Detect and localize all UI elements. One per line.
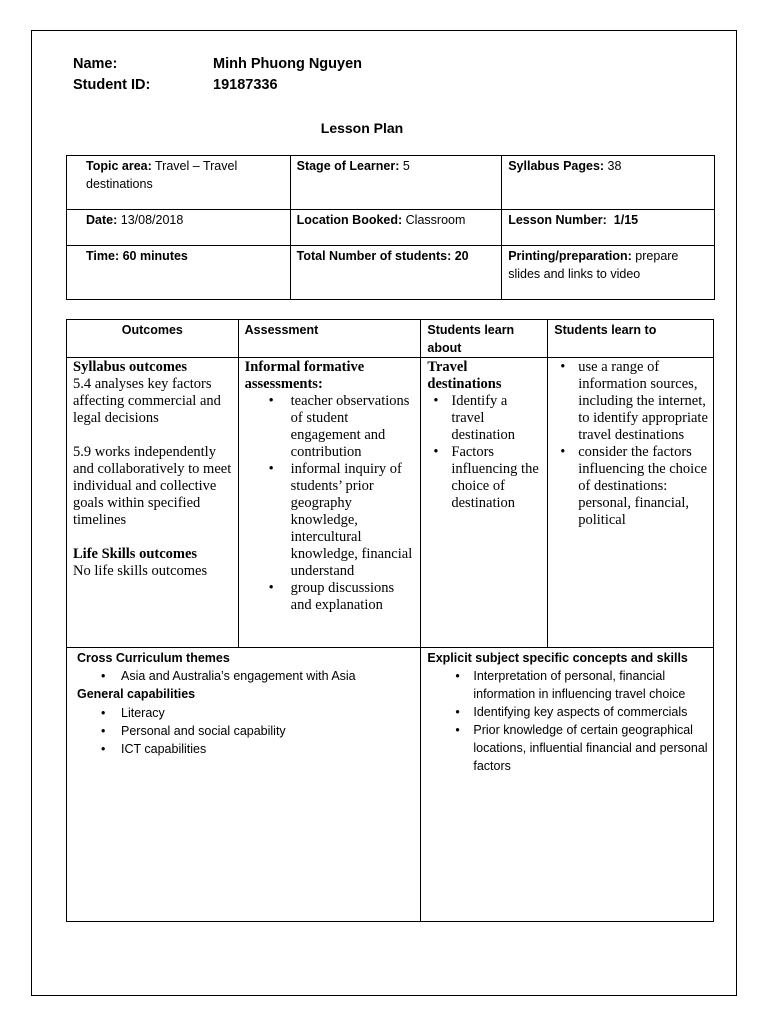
- explicit-concepts-list: [427, 667, 709, 775]
- list-item: • Prior knowledge of certain geographical locations, influential financial and personal factors: [427, 721, 709, 775]
- list-item: • group discussions and explanation: [245, 580, 417, 614]
- date-cell: [67, 210, 291, 246]
- cross-curriculum-cell: [67, 648, 421, 922]
- list-item: • Factors influencing the choice of destination: [427, 444, 543, 512]
- date-label: Date:: [86, 213, 118, 227]
- lesson-number-cell: [502, 210, 715, 246]
- life-skills-text: No life skills outcomes: [73, 563, 208, 579]
- time-label: Time: 60 minutes: [86, 249, 188, 263]
- stage-label: Stage of Learner:: [296, 159, 400, 173]
- syllabus-pages-cell: [502, 156, 715, 210]
- outcomes-header: Outcomes: [67, 320, 239, 358]
- list-item: • Personal and social capability: [77, 722, 416, 740]
- list-item: • Literacy: [77, 704, 416, 722]
- printing-value: prepare: [631, 249, 679, 263]
- learn-about-list: [427, 393, 543, 512]
- assessment-heading: Informal formative assessments:: [244, 359, 365, 392]
- assessment-cell: [238, 358, 421, 648]
- learn-about-cell: [421, 358, 548, 648]
- printing-label: Printing/preparation:: [508, 249, 632, 263]
- lesson-number-value: 1/15: [606, 213, 639, 227]
- learn-to-header: Students learn to: [548, 320, 714, 358]
- name-value: Minh Phuong Nguyen: [213, 56, 363, 72]
- life-skills-heading: Life Skills outcomes: [73, 546, 198, 562]
- lesson-plan-table: [66, 319, 714, 922]
- page-title: Lesson Plan: [320, 120, 404, 136]
- themes-list: [77, 667, 416, 685]
- outcome-5-4: 5.4 analyses key factors affecting commercial and legal decisions: [73, 376, 221, 426]
- cross-curriculum-heading: Cross Curriculum themes: [77, 651, 230, 665]
- outcome-5-9: 5.9 works independently and collaboratively to meet individual and collective goals within specified timelines: [73, 444, 232, 528]
- list-item: • Identifying key aspects of commercials: [427, 703, 709, 721]
- list-item: • Identify a travel destination: [427, 393, 543, 444]
- learn-to-cell: [548, 358, 714, 648]
- topic-area-value-2: destinations: [86, 177, 153, 191]
- location-cell: [290, 210, 502, 246]
- syllabus-pages-label: Syllabus Pages:: [508, 159, 605, 173]
- total-students-cell: [290, 246, 502, 300]
- student-id-value: 19187336: [213, 77, 278, 93]
- outcomes-cell: [67, 358, 239, 648]
- date-value: 13/08/2018: [117, 213, 184, 227]
- topic-area-cell: [67, 156, 291, 210]
- general-capabilities-heading: General capabilities: [77, 687, 196, 701]
- explicit-concepts-cell: [421, 648, 714, 922]
- location-label: Location Booked:: [296, 213, 403, 227]
- stage-value: 5: [399, 159, 410, 173]
- list-item: • use a range of information sources, including the internet, to identify appropriate travel destinations: [554, 359, 709, 444]
- student-id-label: Student ID:: [73, 77, 151, 93]
- printing-value-2: slides and links to video: [508, 267, 641, 281]
- topic-area-label: Topic area:: [86, 159, 152, 173]
- list-item: • informal inquiry of students’ prior geography knowledge, intercultural knowledge, financial understand: [245, 461, 417, 580]
- location-value: Classroom: [402, 213, 466, 227]
- assessment-header: Assessment: [238, 320, 421, 358]
- syllabus-outcomes-heading: Syllabus outcomes: [73, 359, 188, 375]
- topic-area-value: Travel – Travel: [151, 159, 238, 173]
- lesson-number-label: Lesson Number:: [508, 213, 607, 227]
- assessment-list: [245, 393, 417, 614]
- list-item: • Asia and Australia’s engagement with Asia: [77, 667, 416, 685]
- list-item: • ICT capabilities: [77, 740, 416, 758]
- printing-cell: [502, 246, 715, 300]
- syllabus-pages-value: 38: [604, 159, 622, 173]
- list-item: • teacher observations of student engagement and contribution: [245, 393, 417, 461]
- total-students-label: Total Number of students: 20: [296, 249, 469, 263]
- lesson-info-table: [66, 155, 715, 300]
- learn-about-header: Students learn about: [421, 320, 548, 358]
- learn-to-list: [554, 359, 709, 529]
- list-item: • consider the factors influencing the choice of destinations: personal, financial, political: [554, 444, 709, 529]
- list-item: • Interpretation of personal, financial information in influencing travel choice: [427, 667, 709, 703]
- stage-cell: [290, 156, 502, 210]
- learn-about-heading: Travel destinations: [427, 359, 502, 392]
- explicit-concepts-heading: Explicit subject specific concepts and skills: [427, 651, 688, 665]
- time-cell: [67, 246, 291, 300]
- capabilities-list: [77, 704, 416, 758]
- name-label: Name:: [73, 56, 118, 72]
